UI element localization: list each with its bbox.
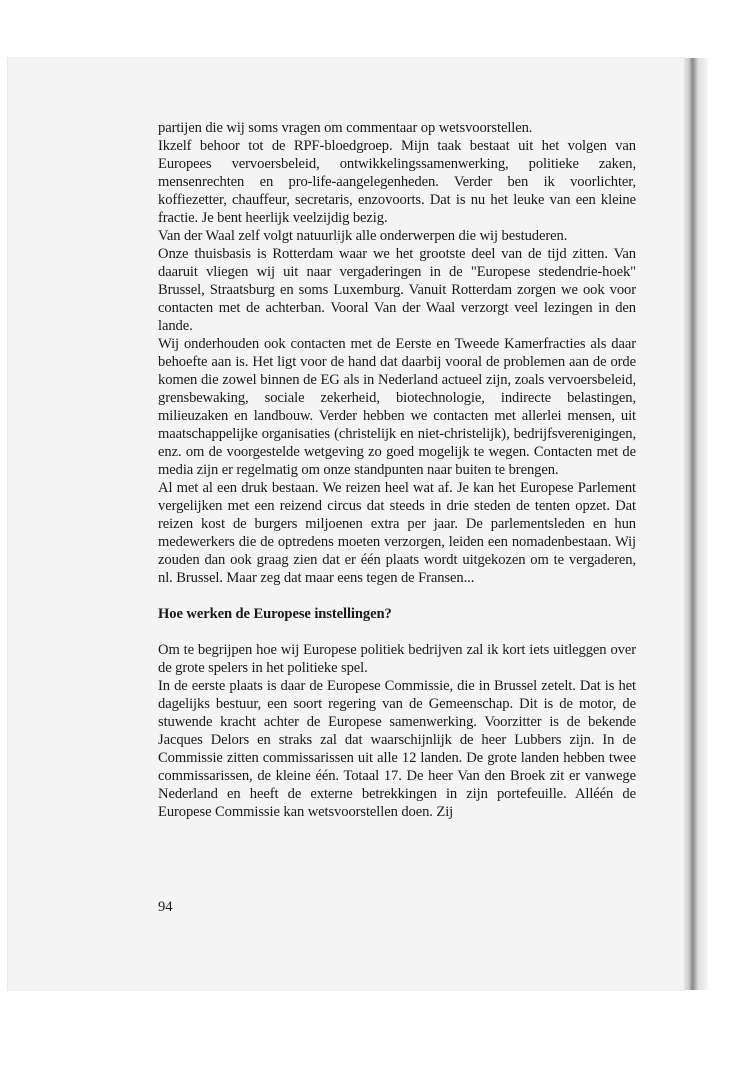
section-heading: Hoe werken de Europese instellingen?	[158, 606, 392, 622]
paragraph: In de eerste plaats is daar de Europese Commissie, die in Brussel zetelt. Dat is het dagelijks bestuur, een soort regering van de Gemeenschap. Dit is de motor, de stuwende kracht achter de Europese samenwerking. Voorzitter is de bekende Jacques Delors en straks zal dat waarschijnlijk de heer Lubbers zijn. In de Commissie zitten commissarissen uit alle 12 landen. De grote landen hebben twee commissarissen, de kleine één. Totaal 17. De heer Van den Broek zit er vanwege Nederland en heeft de externe betrekkingen in zijn portefeuille. Alléén de Europese Commissie kan wetsvoorstellen doen. Zij	[158, 678, 636, 820]
paragraph: Ikzelf behoor tot de RPF-bloedgroep. Mijn taak bestaat uit het volgen van Europees vervoersbeleid, ontwikkelingssamenwerking, politieke zaken, mensenrechten en pro-life-aangelegenheden. Verder ben ik voorlichter, koffiezetter, chauffeur, secretaris, enzovoorts. Dat is nu het leuke van een kleine fractie. Je bent heerlijk veelzijdig bezig.	[158, 138, 636, 226]
book-spine-shadow	[684, 58, 698, 990]
body-text	[158, 119, 636, 821]
paragraph: Om te begrijpen hoe wij Europese politiek bedrijven zal ik kort iets uitleggen over de grote spelers in het politieke spel.	[158, 642, 636, 676]
paragraph: Van der Waal zelf volgt natuurlijk alle onderwerpen die wij bestuderen.	[158, 228, 568, 244]
page-number: 94	[158, 899, 173, 915]
book-edge	[698, 58, 708, 990]
paragraph: Wij onderhouden ook contacten met de Eerste en Tweede Kamerfracties als daar behoefte aan is. Het ligt voor de hand dat daarbij vooral de problemen aan de orde komen die zowel binnen de EG als in Nederland actueel zijn, zoals vervoersbeleid, grensbewaking, sociale zekerheid, biotechnologie, indirecte belastingen, milieuzaken en landbouw. Verder hebben we contacten met allerlei mensen, uit maatschappelijke organisaties (christelijk en niet-christelijk), bedrijfsverenigingen, enz. om de voorgestelde wetgeving zo goed mogelijk te wegen. Contacten met de media zijn er regelmatig om onze standpunten naar buiten te brengen.	[158, 336, 636, 478]
paragraph: Al met al een druk bestaan. We reizen heel wat af. Je kan het Europese Parlement vergelijken met een reizend circus dat steeds in drie steden de tenten opzet. Dat reizen kost de burgers miljoenen extra per jaar. De parlementsleden en hun medewerkers die de optredens moeten verzorgen, leiden een nomadenbestaan. Wij zouden dan ook graag zien dat er één plaats wordt uitgekozen om te vergaderen, nl. Brussel. Maar zeg dat maar eens tegen de Fransen...	[158, 480, 636, 586]
paragraph: partijen die wij soms vragen om commentaar op wetsvoorstellen.	[158, 120, 533, 136]
paragraph: Onze thuisbasis is Rotterdam waar we het grootste deel van de tijd zitten. Van daaruit vliegen wij uit naar vergaderingen in de "Europese stedendrie-hoek" Brussel, Straatsburg en soms Luxemburg. Vanuit Rotterdam zorgen we ook voor contacten met de achterban. Vooral Van der Waal verzorgt veel lezingen in den lande.	[158, 246, 636, 334]
